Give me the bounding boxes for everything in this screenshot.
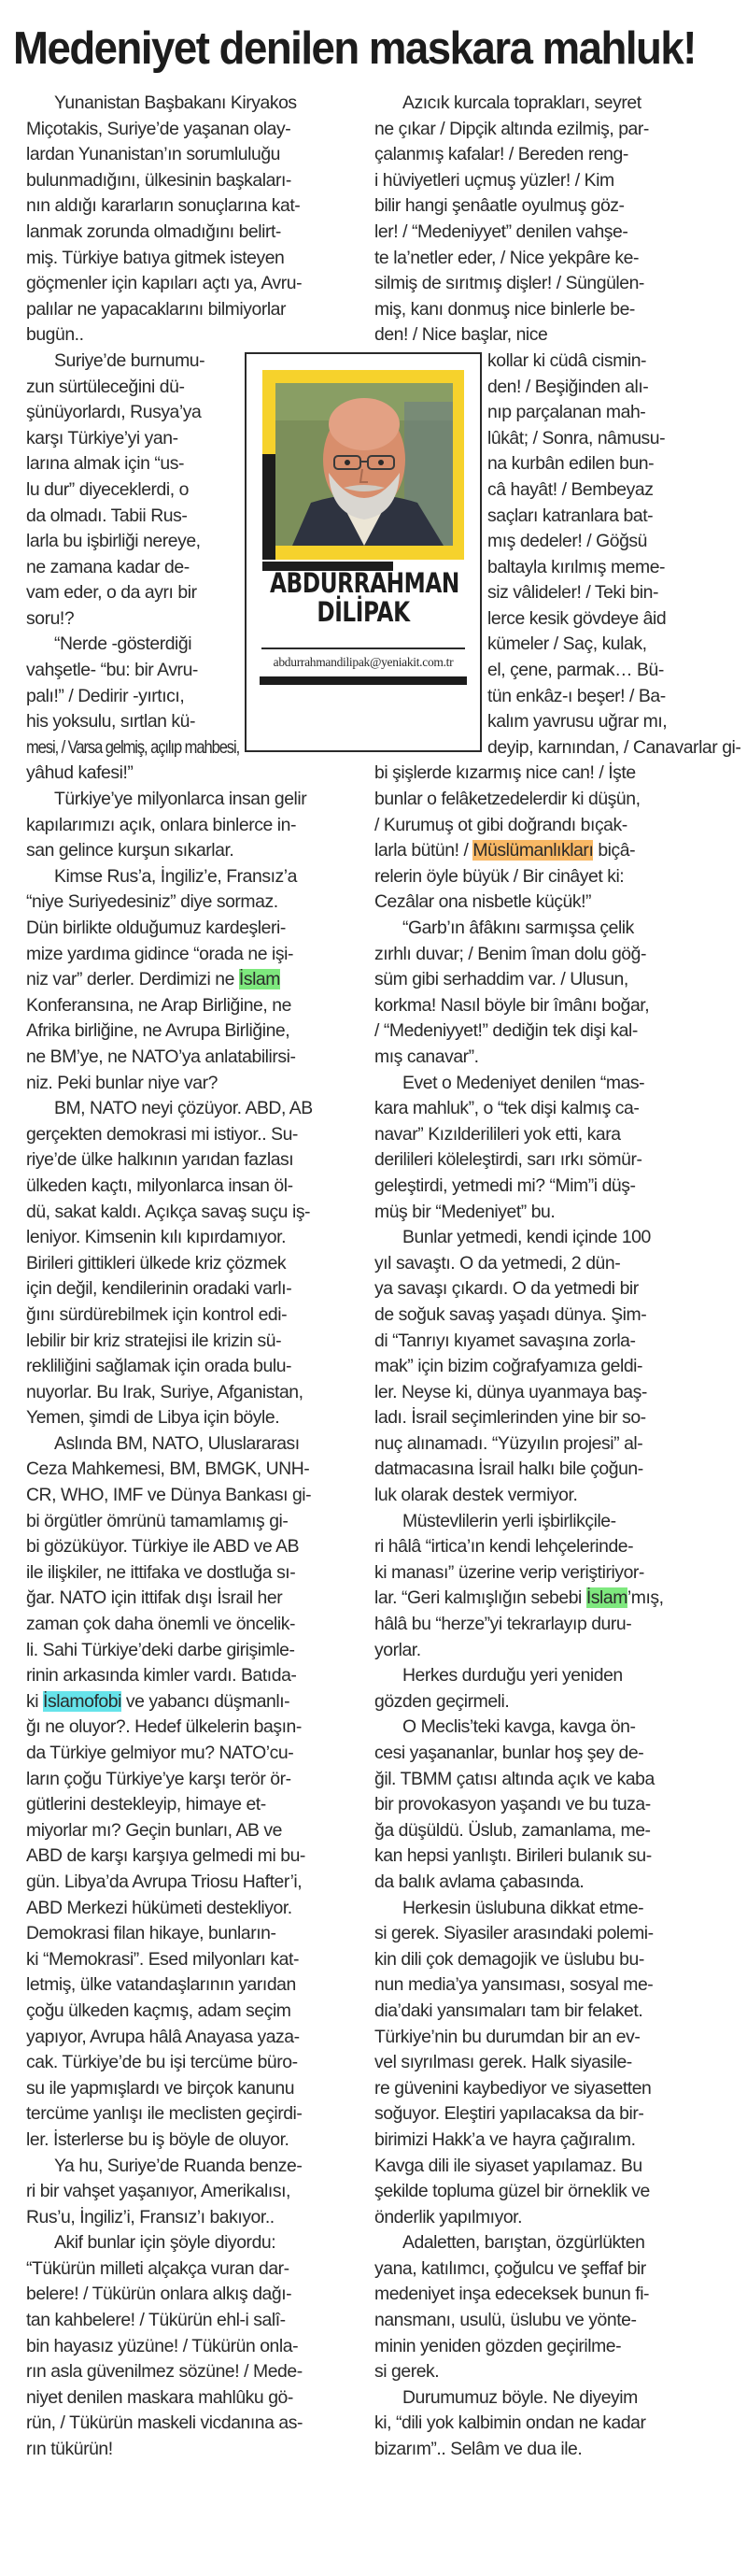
text-line: Herkes durduğu yeri yeniden [402, 1665, 623, 1686]
text-line: Demokrasi filan hikaye, bunların- [26, 1923, 276, 1944]
text-line: bizarım”.. Selâm ve dua ile. [374, 2439, 583, 2460]
text-line: relerin öyle büyük / Bir cinâyet ki: [374, 865, 625, 887]
text-line: Ya hu, Suriye’de Ruanda benze- [54, 2155, 303, 2176]
text-line: den! / Nice başlar, nice [374, 324, 548, 346]
text-line: kümeler / Saç, kulak, [487, 633, 647, 655]
text-line: dia’daki yansımaları tam bir felaket. [374, 2000, 643, 2021]
article-paragraph [374, 1071, 726, 1226]
article-paragraph [26, 864, 362, 1096]
text-line: vahşetle- “bu: bir Avru- [26, 660, 198, 681]
text-line: ne çıkar / Dipçik altında ezilmiş, par- [374, 118, 649, 139]
text-line: kalım yavrusu uğrar mı, [487, 711, 668, 733]
text-line: Dün birlikte olduğumuz kardeşleri- [26, 918, 286, 938]
article-paragraph [374, 2230, 726, 2385]
text-line: Miçotakis, Suriye’de yaşanan olay- [26, 118, 291, 139]
author-first-name: ABDURRAHMAN [270, 567, 459, 599]
text-line: larla bütün! / Müslümanlıkları biçâ- [374, 840, 636, 861]
headline: Medeniyet denilen maskara mahluk! [13, 23, 696, 74]
text-line: rün, / Tükürün maskeli vicdanına as- [26, 2412, 303, 2434]
text-line: riye’de ülke halkının yarıdan fazlası [26, 1149, 294, 1171]
text-line: Evet o Medeniyet denilen “mas- [402, 1072, 645, 1093]
text-line: de soğuk savaş yaşadı dünya. Şim- [374, 1303, 647, 1325]
article-paragraph [26, 787, 362, 864]
text-line: saçları katranlara bat- [487, 505, 654, 526]
text-line: ki, “dili yok kalbimin ondan ne kadar [374, 2412, 646, 2434]
text-line: kollar ki cüdâ cismin- [487, 349, 647, 371]
text-line: bi örgütler ömrünü tamamlamış gi- [26, 1510, 289, 1531]
text-line: su ile yapmışlardı ve birçok kanunu [26, 2077, 295, 2099]
text-line: si gerek. Siyasiler arasındaki polemi- [374, 1923, 654, 1944]
text-line: Türkiye’ye milyonlarca insan gelir [54, 789, 307, 810]
article-paragraph [26, 1431, 362, 2154]
text-line: Birileri gittikleri ülkede kriz çözmek [26, 1252, 287, 1274]
text-line: belere! / Tükürün onlara alkış dağı- [26, 2284, 292, 2305]
author-photo-frame [262, 370, 464, 560]
text-line: ile ilişkiler, ne ittifaka ve dostluğa sı- [26, 1561, 296, 1583]
text-line: bilir hangi şenâatle oyulmuş göz- [374, 195, 625, 217]
text-line: silmiş de sırıtmış dişler! / Süngülen- [374, 273, 644, 294]
text-line: minin yeniden gözden geçirilme- [374, 2335, 622, 2356]
article-paragraph [374, 916, 726, 1071]
text-line: baltayla kırılmış meme- [487, 556, 666, 577]
highlighted-term: İslamofobi [43, 1690, 121, 1712]
article-paragraph [26, 2230, 362, 2462]
text-line: gerçekten demokrasi mi istiyor.. Su- [26, 1123, 298, 1145]
text-line: zırhlı duvar; / Benim îman dolu göğ- [374, 943, 646, 964]
text-line: “Nerde -gösterdiği [54, 633, 192, 655]
text-line: ABD de karşı karşıya gelmedi mi bu- [26, 1845, 305, 1867]
text-line: da balık avlama çabasında. [374, 1871, 585, 1892]
text-line: / “Medeniyyet!” dediğin tek dişi kal- [374, 1020, 638, 1042]
article-paragraph [374, 1225, 726, 1509]
text-line: ne zamana kadar de- [26, 556, 190, 577]
text-line: Azıcık kurcala toprakları, seyret [402, 93, 641, 113]
text-line: ların çoğu Türkiye’ye karşı terör ör- [26, 1768, 291, 1789]
text-line: rekliliğini sağlamak için orada bulu- [26, 1356, 292, 1377]
text-line: den! / Beşiğinden alı- [487, 376, 649, 397]
text-line: “Tükürün milleti alçakça vuran dar- [26, 2257, 289, 2279]
text-line: bulunmadığını, ülkesinin başkaları- [26, 169, 291, 191]
text-line: bin hayasız yüzüne! / Tükürün onla- [26, 2335, 299, 2356]
text-line: deyip, karnından, / Canavarlar gi- [487, 736, 741, 758]
text-line: bir provokasyon yaşandı ve bu tuza- [374, 1794, 651, 1815]
text-line: Cezâlar ona nisbetle küçük!” [374, 891, 592, 913]
text-line: siz vâlideler! / Teki bin- [487, 582, 659, 604]
text-line: navar” Kızılderilileri yok etti, kara [374, 1123, 621, 1145]
text-line: Aslında BM, NATO, Uluslararası [54, 1432, 300, 1454]
text-line: mış dedeler! / Göğsü [487, 531, 647, 552]
text-line: çalanmış kafalar! / Bereden reng- [374, 144, 628, 165]
article-paragraph [374, 1896, 726, 2231]
text-line: miş. Türkiye batıya gitmek isteyen [26, 247, 285, 268]
text-line: şekilde topluma güzel bir örneklik ve [374, 2181, 650, 2202]
text-line: yapıyor, Avrupa hâlâ Anayasa yaza- [26, 2026, 300, 2047]
text-line: ülkeden kaçtı, milyonlarca insan öl- [26, 1174, 293, 1196]
text-line: vel sıyrılması gerek. Halk siyasile- [374, 2052, 632, 2073]
text-line: Müstevlilerin yerli işbirlikçile- [402, 1510, 616, 1531]
text-line: na kurbân edilen bun- [487, 453, 655, 475]
text-line: nuç alınamadı. “Yüzyılın projesi” al- [374, 1432, 643, 1454]
author-box [245, 352, 482, 752]
text-line: yorlar. [374, 1639, 421, 1660]
text-line: bi gözüküyor. Türkiye ile ABD ve AB [26, 1536, 300, 1558]
article-paragraph [374, 2385, 726, 2463]
text-line: ya savaşı çıkardı. O da yetmedi bir [374, 1278, 639, 1300]
text-line: kan hepsi yanlıştı. Birileri bulanık su- [374, 1845, 652, 1867]
text-line: ki manası” üzerine verip veriştiriyor- [374, 1561, 644, 1583]
article-paragraph [374, 1663, 726, 1715]
highlighted-term: İslam [585, 1587, 627, 1609]
text-line: ler. Neyse ki, dünya uyanmaya baş- [374, 1381, 647, 1402]
author-last-name: DİLİPAK [317, 596, 410, 628]
text-line: medeniyet inşa edeceksek bunun fi- [374, 2284, 650, 2305]
text-line: palı!” / Dedirir -yırtıcı, [26, 685, 185, 706]
text-line: i hüviyetleri uçmuş yüzler! / Kim [374, 169, 614, 191]
text-line: cak. Türkiye’de bu işi tercüme büro- [26, 2052, 298, 2073]
text-line: bunlar o felâketzedelerdir ki düşün, [374, 789, 641, 810]
text-line: mak” için bizim coğrafyamıza geldi- [374, 1356, 643, 1377]
text-line: letmiş, ülke vatandaşlarının yarıdan [26, 1974, 296, 1996]
text-line: Durumumuz böyle. Ne diyeyim [402, 2386, 638, 2408]
author-portrait-icon [275, 383, 453, 546]
author-box-bottom-bar [260, 676, 467, 685]
text-line: nansmanı, usulü, üslubu ve yönte- [374, 2310, 637, 2331]
text-line: / Kurumuş ot gibi doğrandı bıçak- [374, 814, 627, 835]
text-line: birimizi Hakk’a ve hayra çağıralım. [374, 2128, 636, 2150]
text-line: rinin arkasında kimler vardı. Batıda- [26, 1665, 297, 1686]
text-line: ğı ne oluyor?. Hedef ülkelerin başın- [26, 1716, 302, 1738]
text-line: bugün.. [26, 324, 84, 346]
text-line: Herkesin üslubuna dikkat etme- [402, 1897, 644, 1918]
text-line: nun media’ya yansıması, sosyal me- [374, 1974, 654, 1996]
text-line: leniyor. Kimsenin kılı kıpırdamıyor. [26, 1227, 287, 1248]
text-line: tercüme yanlışı ile meclisten geçirdi- [26, 2103, 303, 2125]
text-line: larına almak için “us- [26, 453, 184, 475]
text-line: Ceza Mahkemesi, BM, BMGK, UNH- [26, 1459, 310, 1480]
text-line: ne BM’ye, ne NATO’ya anlatabilirsi- [26, 1046, 296, 1067]
text-line: lebilir bir kriz stratejisi ile krizin sü- [26, 1330, 282, 1351]
text-line: geleştirdi, yetmedi mi? “Mim”i düş- [374, 1174, 636, 1196]
text-line: lar. “Geri kalmışlığın sebebi İslam’mış, [374, 1587, 664, 1609]
frame-accent-left [262, 454, 275, 560]
text-line: palılar ne yapacaklarını bilmiyorlar [26, 298, 287, 320]
text-line: ki İslamofobi ve yabancı düşmanlı- [26, 1690, 290, 1712]
text-line: Suriye’de burnumu- [54, 349, 205, 371]
text-line: san gelince kurşun sıkarlar. [26, 840, 234, 861]
text-line: ğını sürdürebilmek için kontrol edi- [26, 1303, 288, 1325]
text-line: tün enkâz-ı beşer! / Ba- [487, 685, 666, 706]
text-line: ler. İsterlerse bu iş böyle de oluyor. [26, 2128, 289, 2150]
text-line: Kimse Rus’a, İngiliz’e, Fransız’a [54, 865, 297, 887]
text-line: yıl savaştı. O da yetmedi, 2 dün- [374, 1252, 621, 1274]
text-line: hâlâ bu “herze”yi tekrarlayıp duru- [374, 1614, 632, 1635]
text-line: Akif bunlar için şöyle diyordu: [54, 2232, 276, 2254]
text-line: karşı Türkiye’yi yan- [26, 427, 178, 448]
text-line: niyet denilen maskara mahlûku gö- [26, 2386, 293, 2408]
text-line: bi şişlerde kızarmış nice can! / İşte [374, 762, 636, 784]
text-line: ladı. İsrail seçimlerinden yine bir so- [374, 1407, 646, 1429]
text-line: vam eder, o da ayrı bir [26, 582, 197, 604]
text-line: Afrika birliğine, ne Avrupa Birliğine, [26, 1020, 290, 1042]
text-line: yana, katılımcı, çoğulcu ve şeffaf bir [374, 2257, 646, 2279]
text-line: niz. Peki bunlar niye var? [26, 1072, 218, 1093]
text-line: göçmenler için kapıları açtı ya, Avru- [26, 273, 303, 294]
text-line: lûkât; / Sonra, nâmusu- [487, 427, 666, 448]
text-line: şünüyorlardı, Rusya’ya [26, 402, 202, 423]
text-line: Bunlar yetmedi, kendi içinde 100 [402, 1227, 651, 1248]
author-email-link[interactable]: abdurrahmandilipak@yeniakit.com.tr [273, 655, 454, 669]
text-line: “niye Suriyedesiniz” diye sormaz. [26, 891, 278, 913]
text-line: si gerek. [374, 2361, 440, 2383]
text-line: luk olarak destek vermiyor. [374, 1485, 578, 1506]
text-line: dü, sakat kaldı. Açıkça savaş suçu iş- [26, 1201, 311, 1222]
text-line: Yunanistan Başbakanı Kiryakos [54, 93, 297, 113]
text-line: önderlik yapılmıyor. [374, 2206, 523, 2227]
text-line: kin dili çok demagojik ve üslubu bu- [374, 1948, 644, 1970]
text-line: larla bu işbirliği nereye, [26, 531, 201, 552]
text-line: mesi, / Varsa gelmiş, açılıp mahbesi, [26, 736, 240, 758]
text-line: câ hayât! / Bembeyaz [487, 478, 654, 500]
text-line: di “Tanrıyı kıyamet savaşına zorla- [374, 1330, 636, 1351]
text-line: cesi yaşananlar, bunlar hoş şey de- [374, 1743, 644, 1763]
text-line: ri hâlâ “irtica’ın kendi lehçelerinde- [374, 1536, 634, 1558]
text-line: lanmak zorunda olmadığını belirt- [26, 221, 281, 242]
text-line: CR, WHO, IMF ve Dünya Bankası gi- [26, 1485, 312, 1506]
text-line: rın tükürün! [26, 2439, 113, 2460]
text-line: soru!? [26, 607, 75, 629]
text-line: kapılarımızı açık, onlara binlerce in- [26, 814, 296, 835]
highlighted-term: İslam [238, 969, 280, 990]
text-line: niz var” derler. Derdimizi ne İslam [26, 969, 280, 990]
text-line: müş bir “Medeniyet” bu. [374, 1201, 556, 1222]
text-line: re güvenini kaybediyor ve siyasetten [374, 2077, 652, 2099]
article-paragraph [26, 2154, 362, 2231]
text-line: te la’netler eder, / Nice yekpâre ke- [374, 247, 639, 268]
text-line: nın aldığı kararların sonuçlarına kat- [26, 195, 301, 217]
text-line: miyorlar mı? Geçin bunları, AB ve [26, 1819, 282, 1841]
divider [261, 648, 465, 649]
text-line: gözden geçirmeli. [374, 1690, 510, 1712]
text-line: süm gibi serhaddim var. / Ulusun, [374, 969, 628, 990]
text-line: Kavga dili ile siyaset yapılamaz. Bu [374, 2155, 642, 2176]
text-line: derilileri köleleştirdi, sarı ırkı sömür- [374, 1149, 642, 1171]
text-line: ki “Memokrasi”. Esed milyonları kat- [26, 1948, 299, 1970]
text-line: çoğu ülkeden kaçmış, adam seçim [26, 2000, 291, 2021]
text-line: soğuyor. Eleştiri yapılacaksa da bir- [374, 2103, 644, 2125]
text-line: el, çene, parmak… Bü- [487, 660, 664, 681]
article-paragraph [26, 1096, 362, 1431]
text-line: için değil, kendilerinin oradaki varlı- [26, 1278, 292, 1300]
text-line: mize yardıma gidince “orada ne işi- [26, 943, 294, 964]
text-line: kara mahluk”, o “tek dişi kalmış ca- [374, 1098, 640, 1119]
text-line: ABD Merkezi hükümeti destekliyor. [26, 1897, 292, 1918]
text-line: Yemen, şimdi de Libya için böyle. [26, 1407, 280, 1429]
text-line: lerce kesik gövdeye âid [487, 607, 667, 629]
text-line: da olmadı. Tabii Rus- [26, 505, 188, 526]
text-line: his yoksulu, sırtlan kü- [26, 711, 196, 733]
text-line: Adaletten, barıştan, özgürlükten [402, 2232, 645, 2254]
text-line: ğar. NATO için ittifak dışı İsrail her [26, 1587, 283, 1609]
text-line: nuyorlar. Bu Irak, Suriye, Afganistan, [26, 1381, 303, 1402]
text-line: rın asla güvenilmez sözüne! / Mede- [26, 2361, 303, 2383]
highlighted-term: Müslümanlıkları [472, 840, 594, 861]
text-line: lu dur” diyeceklerdi, o [26, 478, 189, 500]
text-line: Rus’u, İngiliz’i, Fransız’ı bakıyor.. [26, 2206, 275, 2227]
text-line: ğa düşüldü. Üslub, zamanlama, me- [374, 1819, 651, 1841]
text-line: BM, NATO neyi çözüyor. ABD, AB [54, 1098, 313, 1119]
text-line: zun sürtüleceğini dü- [26, 376, 185, 397]
text-line: Konferansına, ne Arap Birliğine, ne [26, 994, 291, 1016]
article-paragraph [374, 1715, 726, 1895]
text-line: “Garb’ın âfâkını sarmışsa çelik [402, 918, 634, 938]
text-line: tan kahbelere! / Tükürün ehl-i salî- [26, 2310, 286, 2331]
text-line: zaman çok daha önemli ve öncelik- [26, 1614, 296, 1635]
text-line: lardan Yunanistan’ın sorumluluğu [26, 144, 280, 165]
text-line: li. Sahi Türkiye’deki darbe girişimle- [26, 1639, 295, 1660]
text-line: Türkiye’nin bu durumdan bir an ev- [374, 2026, 641, 2047]
author-photo [275, 383, 453, 546]
text-line: mış canavar”. [374, 1046, 479, 1067]
text-line: yâhud kafesi!” [26, 762, 134, 784]
text-line: ler! / “Medeniyyet” denilen vahşe- [374, 221, 628, 242]
article-paragraph [26, 91, 362, 349]
text-line: ri bir vahşet yaşanıyor, Amerikalısı, [26, 2181, 290, 2202]
text-line: gütlerini destekleyip, himaye et- [26, 1794, 266, 1815]
article-paragraph [374, 1509, 726, 1664]
text-line: gün. Libya’da Avrupa Triosu Hafter’i, [26, 1871, 303, 1892]
text-line: nıp parçalanan mah- [487, 402, 646, 423]
author-name [270, 569, 457, 627]
text-line: datmacasına İsrail halkı bile çoğun- [374, 1459, 643, 1480]
text-line: miş, kanı donmuş nice binlerle be- [374, 298, 635, 320]
text-line: O Meclis’teki kavga, kavga ön- [402, 1716, 636, 1738]
text-line: da Türkiye gelmiyor mu? NATO’cu- [26, 1743, 294, 1763]
text-line: korkma! Nasıl böyle bir îmânı boğar, [374, 994, 650, 1016]
text-line: ğil. TBMM çatısı altında açık ve kaba [374, 1768, 655, 1789]
